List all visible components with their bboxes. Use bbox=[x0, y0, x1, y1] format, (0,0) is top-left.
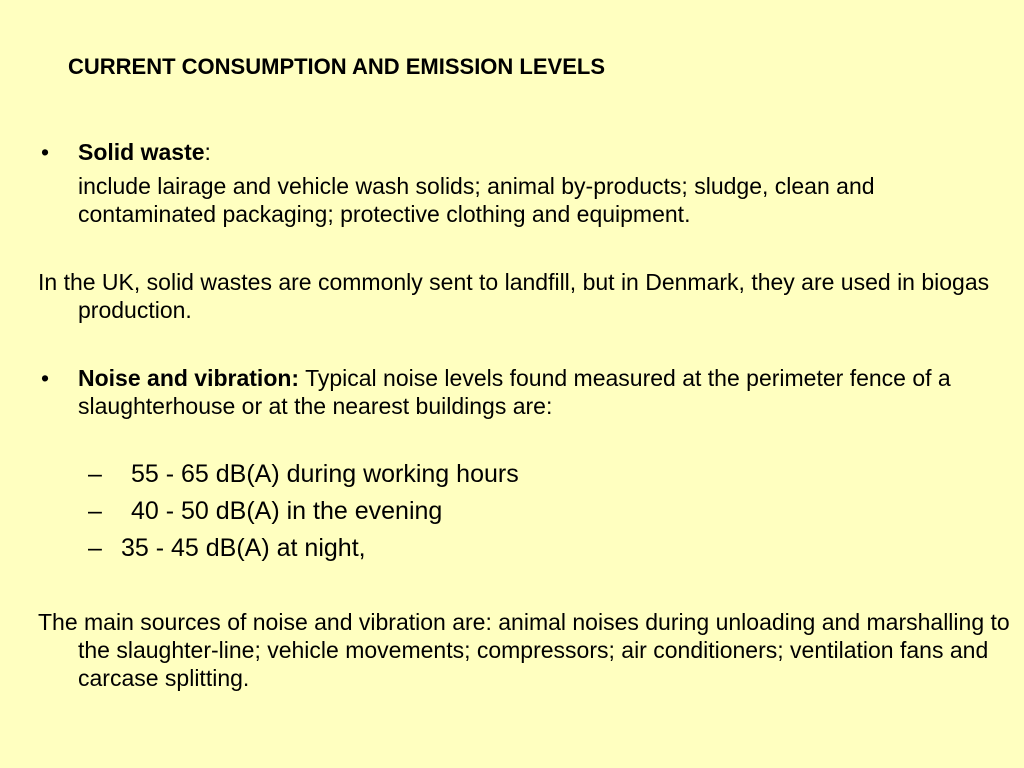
dash-icon: – bbox=[88, 534, 102, 562]
noise-text: Typical noise levels found measured at the perimeter fence of a slaughterhouse or at the nearest buildings are: bbox=[78, 365, 951, 419]
noise-level-evening: 40 - 50 dB(A) in the evening bbox=[131, 497, 443, 525]
solid-waste-description: include lairage and vehicle wash solids; animal by-products; sludge, clean and contaminated packaging; protective clothing and equipment. bbox=[78, 173, 875, 227]
solid-waste-heading: Solid waste bbox=[78, 139, 205, 165]
solid-waste-section bbox=[0, 138, 1018, 228]
noise-section bbox=[0, 364, 1008, 420]
dash-icon: – bbox=[88, 460, 102, 488]
noise-level-night: 35 - 45 dB(A) at night, bbox=[121, 534, 366, 562]
solid-waste-heading-suffix: : bbox=[204, 139, 211, 165]
bullet-icon: • bbox=[41, 365, 50, 391]
noise-bullet-line bbox=[0, 364, 1008, 420]
noise-level-working-hours: 55 - 65 dB(A) during working hours bbox=[131, 460, 519, 488]
noise-heading: Noise and vibration: bbox=[78, 365, 300, 391]
sources-note-paragraph: The main sources of noise and vibration are: animal noises during unloading and marshalling to the slaughter-line; vehicle movements; compressors; air conditioners; ventilation fans and carcase splitting. bbox=[38, 609, 1010, 691]
solid-waste-bullet-line bbox=[0, 138, 1008, 166]
bullet-icon: • bbox=[41, 139, 50, 165]
uk-note-paragraph: In the UK, solid wastes are commonly sent to landfill, but in Denmark, they are used in biogas production. bbox=[38, 269, 990, 323]
uk-note-section bbox=[0, 268, 1013, 324]
sources-note-section bbox=[0, 608, 1013, 692]
dash-icon: – bbox=[88, 497, 102, 525]
slide-title: CURRENT CONSUMPTION AND EMISSION LEVELS bbox=[68, 54, 605, 79]
